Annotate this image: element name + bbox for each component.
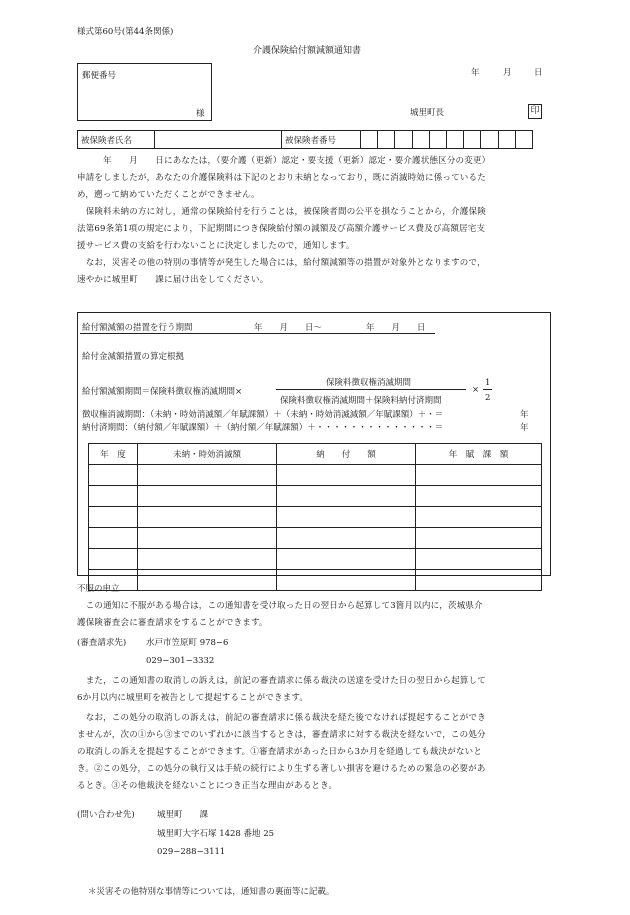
insured-number-label: 被保険者番号 — [282, 131, 361, 149]
table-row — [89, 486, 542, 507]
appeal-heading: 不服の申立 — [77, 584, 120, 594]
insured-number-digit — [395, 131, 412, 149]
formula-left: 給付額減額期間＝保険料徴収権消滅期間× — [82, 387, 243, 397]
history-header: 未納・時効消滅額 — [138, 444, 277, 465]
half-denominator: 2 — [485, 393, 491, 403]
inquiry-label: (問い合わせ先) — [77, 810, 135, 820]
collection-right-unit: 年 — [520, 410, 529, 420]
table-row — [89, 528, 542, 549]
review-destination-label: (審査請求先) — [77, 638, 127, 648]
insured-name-cell — [155, 131, 282, 149]
intro-line: 申請をしましたが，あなたの介護保険料は下記のとおり未納となっており，既に消滅時効に係っているた — [77, 173, 486, 183]
paid-period-unit: 年 — [520, 423, 529, 433]
postal-code-label: 郵便番号 — [82, 71, 117, 81]
insured-number-digit — [446, 131, 463, 149]
table-row — [89, 549, 542, 570]
table-row — [89, 570, 542, 591]
date-day: 日 — [534, 68, 543, 78]
insured-number-digit — [378, 131, 395, 149]
footnote: ＊災害その他特別な事情等については，通知書の裏面等に記載。 — [88, 887, 335, 897]
page-title: 介護保険給付額減額通知書 — [253, 46, 362, 56]
table-row — [89, 465, 542, 486]
insured-number-digit — [361, 131, 378, 149]
intro-line: なお，災害その他の特別の事情等が発生した場合には，給付額減額等の措置が対象外となりますので， — [77, 258, 486, 268]
inquiry-department: 城里町 課 — [157, 810, 209, 820]
history-header: 納 付 額 — [277, 444, 416, 465]
review-destination-address: 水戸市笠原町 978−6 — [146, 638, 229, 648]
period-label: 給付額減額の措置を行う期間 — [82, 323, 193, 333]
appeal-paragraph-2: また，この通知書の取消しの訴えは，前記の審査請求に係る裁決の送達を受けた日の翌日から起算して 6か月以内に城里町を被告として提起することができます。 — [77, 676, 486, 703]
appeal-paragraph-3: なお，この処分の取消しの訴えは，前記の審査請求に係る裁決を経た後でなければ提起することができ ませんが，次の①から③までのいずれかに該当するときは，審査請求に対する裁決を経ないで，この処分 の取消しの訴えを提起することができます。①審査請求があった日から3か月を経過しても裁決がないと き。②この処分，この処分の執行又は手続の続行により生ずる著しい損害を避けるための緊急の必要があ るとき。③その他裁決を経ないことにつき正当な理由があるとき。 — [77, 713, 486, 791]
intro-line: 速やかに城里町 課に届け出をしてください。 — [77, 275, 269, 285]
half-fraction-bar — [483, 389, 492, 390]
insured-info-table — [77, 130, 533, 149]
intro-line: 年 月 日にあなたは，（要介護（更新）認定・要支援（更新）認定・要介護状態区分の変更） — [77, 156, 491, 166]
insured-number-digit — [429, 131, 446, 149]
insured-number-digit — [412, 131, 429, 149]
formula-denominator: 保険料徴収権消滅期間＋保険料納付済期間 — [280, 396, 442, 406]
period-from: 年 月 日～ — [254, 323, 323, 333]
calc-heading: 給付金減額措置の算定根拠 — [82, 352, 185, 362]
insured-number-digit — [515, 131, 532, 149]
insured-number-digit — [481, 131, 498, 149]
fraction-bar — [276, 389, 466, 390]
history-header: 年 度 — [89, 444, 138, 465]
insured-number-digit — [464, 131, 481, 149]
insured-number-digit — [498, 131, 515, 149]
history-table — [88, 443, 542, 591]
review-destination-phone: 029−301−3332 — [146, 656, 215, 666]
period-underline — [80, 333, 435, 334]
issuer-name: 城里町長 — [410, 108, 445, 118]
intro-line: 保険料未納の方に対し，通常の保険給付を行うことは，被保険者間の公平を損なうことから，介護保険 — [77, 207, 486, 217]
inquiry-phone: 029−288−3111 — [157, 847, 226, 857]
intro-line: 法第69条第1項の規定により，下記期間につき保険給付額の減額及び高額介護サービス費及び高額居宅支 — [77, 224, 486, 234]
intro-line: 援サービス費の支給を行わないことに決定しましたので，通知します。 — [77, 241, 355, 251]
date-year: 年 — [471, 68, 480, 78]
address-box — [77, 63, 212, 121]
insured-name-label: 被保険者氏名 — [78, 131, 155, 149]
history-header: 年 賦 課 額 — [416, 444, 542, 465]
collection-right-period-line: 徴収権消滅期間：（未納・時効消滅額／年賦課額）＋（未納・時効消滅減額／年賦課額）＋・＝ — [82, 410, 444, 420]
intro-line: め，遡って納めていただくことができません。 — [77, 190, 260, 200]
form-number: 様式第60号(第44条関係) — [77, 27, 174, 37]
honorific: 様 — [196, 109, 205, 119]
paid-period-line: 納付済期間：（納付額／年賦課額）＋（納付額／年賦課額）＋・・・・・・・・・・・・・・＝ — [82, 423, 444, 433]
seal-mark: 印 — [528, 104, 542, 119]
half-numerator: 1 — [485, 378, 491, 388]
table-row — [89, 507, 542, 528]
date-month: 月 — [503, 68, 512, 78]
period-to: 年 月 日 — [366, 323, 426, 333]
intro-paragraph — [77, 153, 557, 289]
inquiry-address: 城里町大字石塚 1428 番地 25 — [157, 829, 275, 839]
times-sign: × — [472, 385, 480, 395]
appeal-paragraph-1: この通知に不服がある場合は，この通知書を受け取った日の翌日から起算して3箇月以内に，茨城県介 護保険審査会に審査請求をすることができます。 — [77, 601, 483, 628]
calculation-box — [77, 312, 551, 576]
formula-numerator: 保険料徴収権消滅期間 — [326, 378, 412, 388]
